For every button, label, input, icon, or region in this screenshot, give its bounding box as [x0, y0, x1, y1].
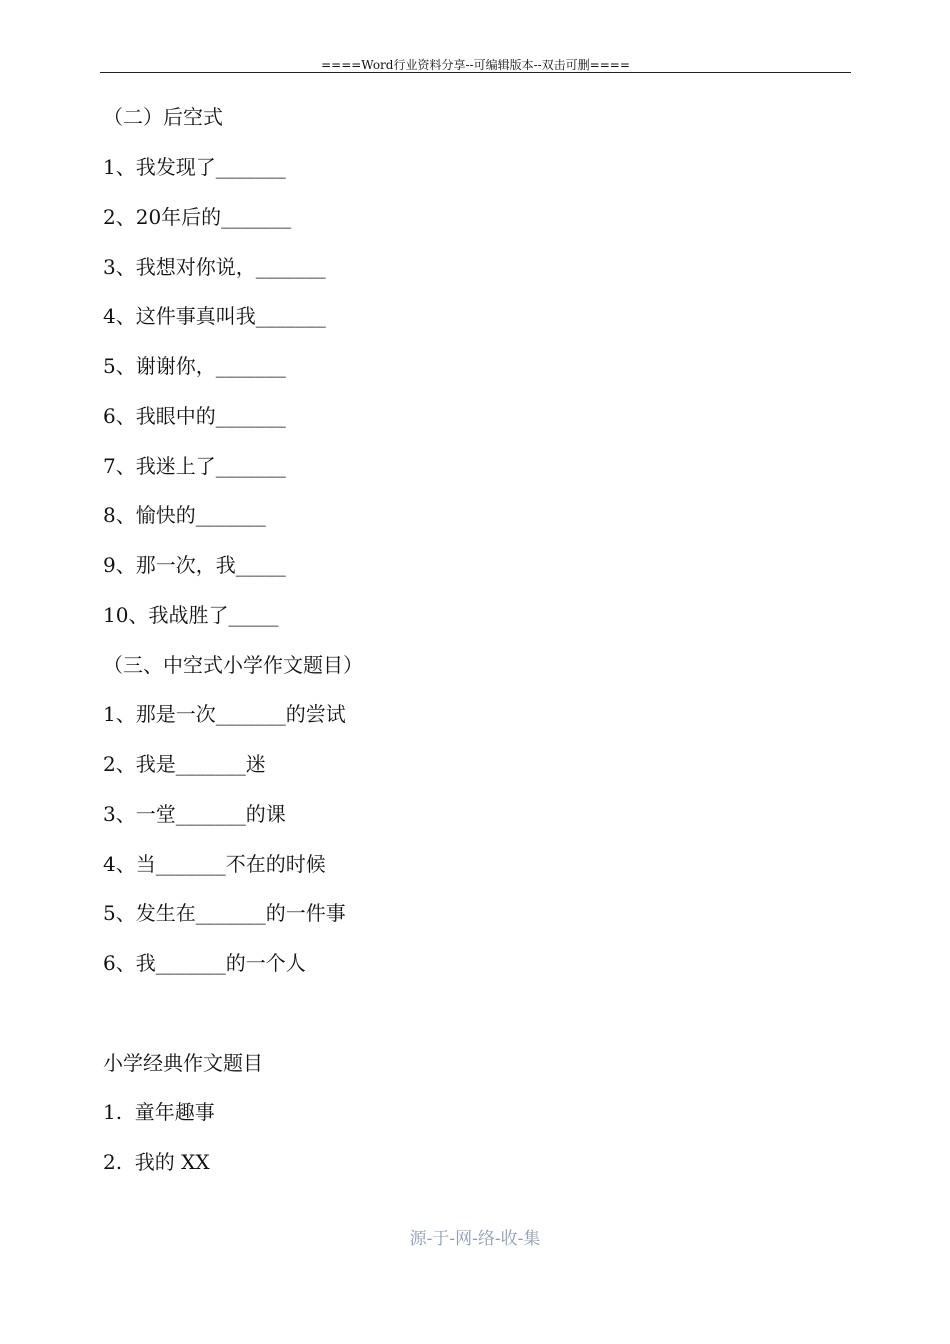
- section-heading-mid: （三、中空式小学作文题目）: [103, 653, 363, 677]
- list-item: 6、我眼中的_______: [103, 404, 286, 428]
- list-item: 2、我是_______迷: [103, 752, 266, 776]
- list-item: 3、我想对你说，_______: [103, 255, 326, 279]
- list-item: 6、我_______的一个人: [103, 951, 306, 975]
- list-item: 8、愉快的_______: [103, 503, 266, 527]
- list-item: 4、当_______不在的时候: [103, 852, 326, 876]
- page-header: ====Word行业资料分享--可编辑版本--双击可删====: [321, 58, 630, 72]
- list-item: 3、一堂_______的课: [103, 802, 286, 826]
- header-rule: [100, 72, 851, 73]
- list-item: 2、20年后的_______: [103, 205, 292, 229]
- section-heading-classic: 小学经典作文题目: [103, 1051, 263, 1075]
- list-item: 5、发生在_______的一件事: [103, 901, 346, 925]
- list-item: 5、谢谢你，_______: [103, 354, 286, 378]
- list-item: 10、我战胜了_____: [103, 603, 279, 627]
- list-item: 4、这件事真叫我_______: [103, 304, 326, 328]
- list-item: 1、那是一次_______的尝试: [103, 702, 346, 726]
- list-item: 7、我迷上了_______: [103, 454, 286, 478]
- list-item: 9、那一次，我_____: [103, 553, 286, 577]
- list-item: 2. 我的 XX: [103, 1150, 210, 1174]
- list-item: 1、我发现了_______: [103, 155, 286, 179]
- section-heading-post: （二）后空式: [103, 105, 223, 129]
- list-item: 1. 童年趣事: [103, 1100, 215, 1124]
- page-footer: 源-于-网-络-收-集: [409, 1229, 541, 1249]
